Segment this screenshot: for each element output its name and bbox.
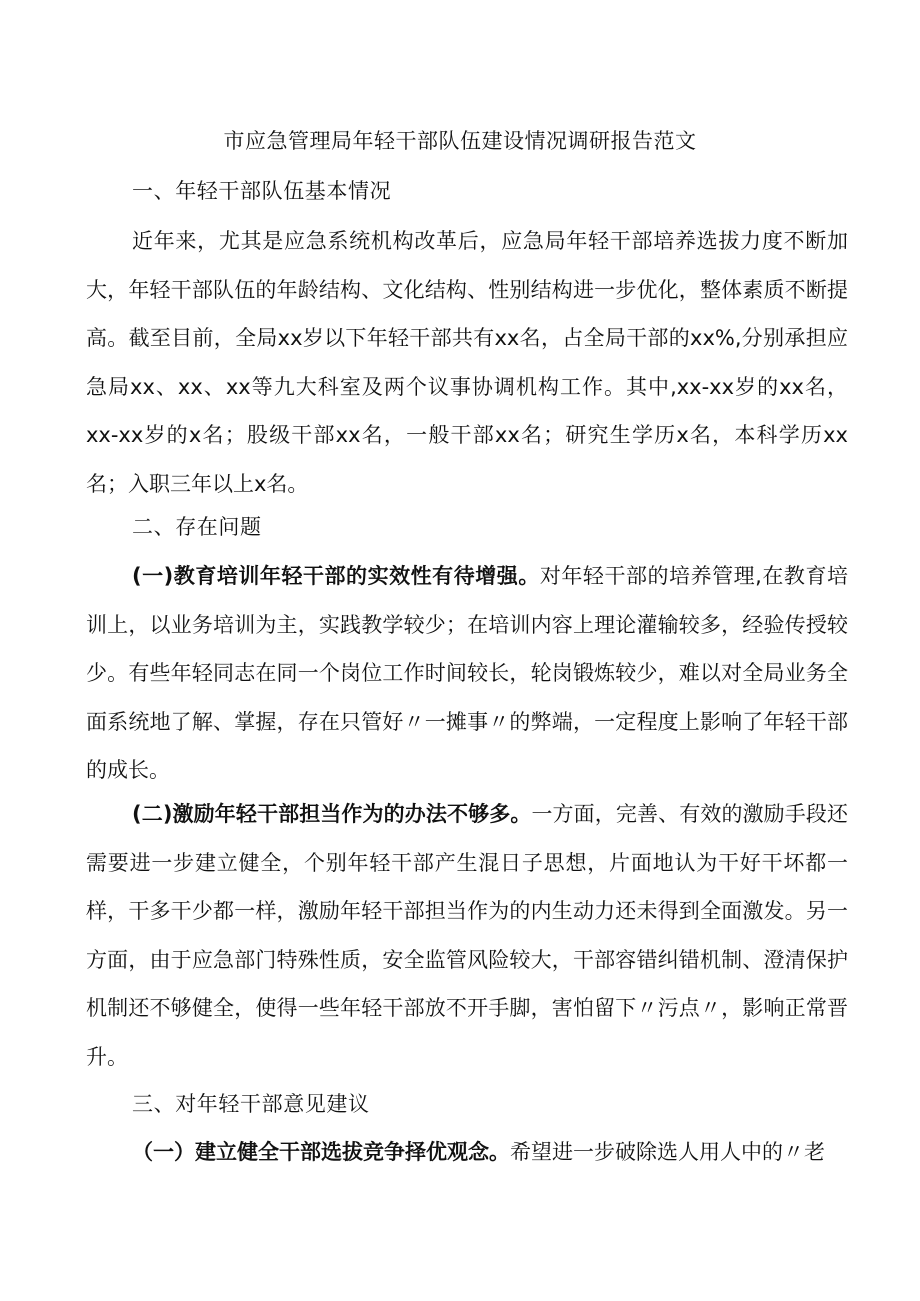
section-2-item-1 [86,552,848,795]
section-3-item-1-body: 希望进一步破除选人用人中的〃老 [510,1140,825,1164]
section-2-item-1-lead: (一)教育培训年轻干部的实效性有待增强。 [132,564,540,588]
section-2-item-2-lead: (二)激励年轻干部担当作为的办法不够多。 [132,802,532,826]
section-2-item-2-body: 一方面，完善、有效的激励手段还需要进一步建立健全，个别年轻干部产生混日子思想，片面地认为干好干坏都一样，干多干少都一样，激励年轻干部担当作为的内生动力还未得到全面激发。另一方面，由于应急部门特殊性质，安全监管风险较大，干部容错纠错机制、澄清保护机制还不够健全，使得一些年轻干部放不开手脚，害怕留下〃污点〃，影响正常晋升。 [86,802,848,1069]
section-heading-1: 一、年轻干部队伍基本情况 [132,179,392,203]
section-3-item-1-lead: （一）建立健全干部选拔竞争择优观念。 [132,1140,510,1164]
section-2-item-1-body: 对年轻干部的培养管理,在教育培训上，以业务培训为主，实践教学较少；在培训内容上理论灌输较多，经验传授较少。有些年轻同志在同一个岗位工作时间较长，轮岗锻炼较少，难以对全局业务全面系统地了解、掌握，存在只管好〃一摊事〃的弊端，一定程度上影响了年轻干部的成长。 [86,564,848,782]
section-heading-2: 二、存在问题 [132,515,262,539]
section-2-item-2 [86,790,848,1081]
section-1-paragraph: 近年来，尤其是应急系统机构改革后，应急局年轻干部培养选拔力度不断加大，年轻干部队伍的年龄结构、文化结构、性别结构进一步优化，整体素质不断提高。截至目前，全局xx岁以下年轻干部共有xx名，占全局干部的xx%,分别承担应急局xx、xx、xx等九大科室及两个议事协调机构工作。其中,xx-xx岁的xx名，xx-xx岁的x名；股级干部xx名，一般干部xx名；研究生学历x名，本科学历xx名；入职三年以上x名。 [86,229,848,496]
section-3-item-1 [86,1128,848,1177]
section-heading-3: 三、对年轻干部意见建议 [132,1092,370,1116]
document-title: 市应急管理局年轻干部队伍建设情况调研报告范文 [223,129,697,153]
